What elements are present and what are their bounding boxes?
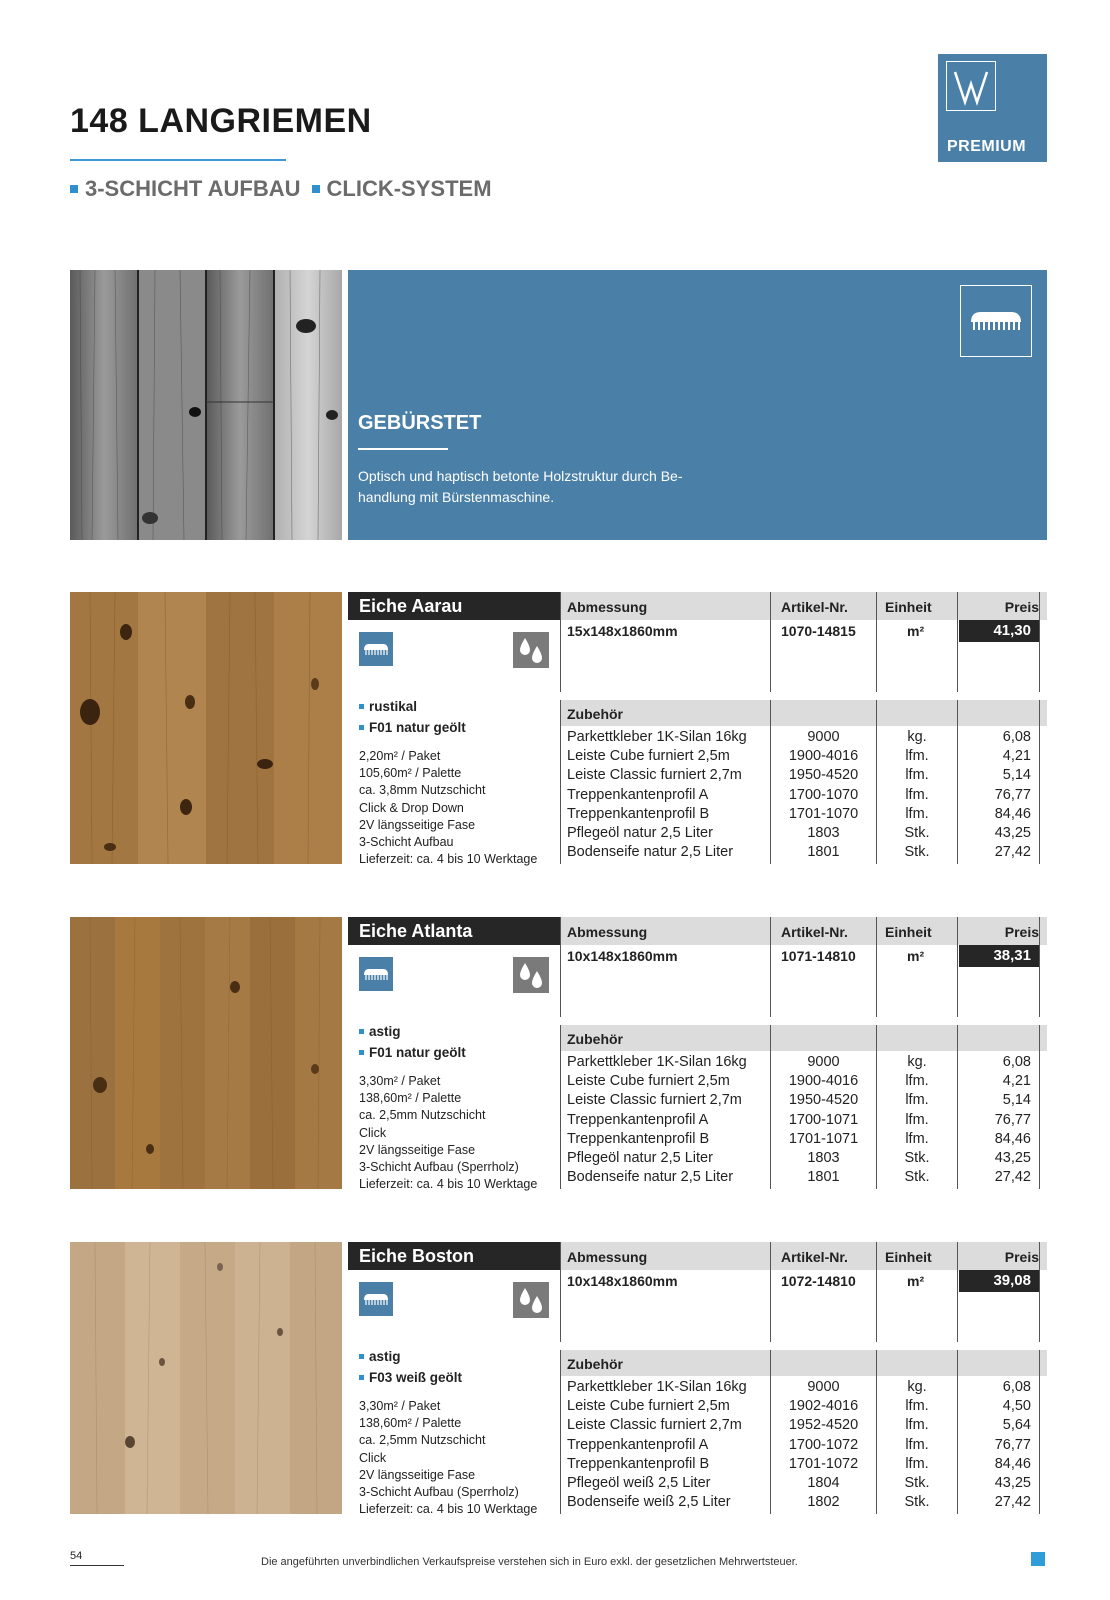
spec-line: 2,20m² / Paket [359, 749, 441, 763]
w-logo-icon [946, 61, 996, 111]
spec-line: 2V längsseitige Fase [359, 1467, 476, 1482]
accessory-unit: lfm. [905, 748, 929, 765]
accessory-name: Leiste Classic furniert 2,7m [567, 1092, 742, 1109]
price-value: 41,30 [959, 620, 1039, 642]
brush-icon [359, 1282, 393, 1316]
table-divider [1039, 592, 1040, 692]
accessory-unit: Stk. [904, 844, 930, 861]
accessory-price: 5,64 [1002, 1417, 1031, 1434]
accessory-name: Parkettkleber 1K-Silan 16kg [567, 729, 747, 745]
spec-line: 2V längsseitige Fase [359, 817, 476, 832]
table-header-row [560, 917, 1047, 945]
table-divider [957, 917, 958, 1017]
accessory-unit: lfm. [905, 1398, 929, 1415]
wood-texture-graphic [70, 270, 342, 540]
accessory-name: Leiste Classic furniert 2,7m [567, 767, 742, 784]
col-price: Preis [1004, 1249, 1039, 1265]
table-divider [876, 592, 877, 692]
product-attributes [359, 1021, 466, 1063]
bullet-square-icon [312, 185, 320, 193]
accessory-article: 1804 [807, 1475, 840, 1492]
product-specs [359, 1073, 537, 1193]
table-divider [1039, 1025, 1040, 1189]
table-divider [1039, 917, 1040, 1017]
accessory-name: Pflegeöl weiß 2,5 Liter [567, 1475, 711, 1492]
col-article: Artikel-Nr. [781, 599, 848, 615]
table-divider [560, 917, 561, 1017]
oak-texture-graphic [70, 917, 342, 1189]
grade-label: astig [369, 1349, 401, 1364]
accessory-price: 76,77 [994, 1111, 1031, 1128]
price-value: 39,08 [959, 1270, 1039, 1292]
accessory-name: Bodenseife natur 2,5 Liter [567, 1169, 734, 1186]
accessories-header-row [560, 1350, 1047, 1376]
dimension-value: 10x148x1860mm [567, 948, 678, 964]
title-underline [70, 159, 286, 161]
bullet-square-icon [359, 1354, 364, 1359]
finish-label: F01 natur geölt [369, 720, 466, 735]
spec-line: Lieferzeit: ca. 4 bis 10 Werktage [359, 852, 538, 867]
accessory-price: 84,46 [994, 805, 1031, 822]
col-article: Artikel-Nr. [781, 1249, 848, 1265]
table-divider [957, 1242, 958, 1342]
brushed-wood-texture-image [70, 270, 342, 540]
accessory-article: 1950-4520 [788, 767, 859, 784]
accessory-price: 43,25 [994, 1475, 1031, 1492]
accessory-names [567, 728, 747, 862]
accessory-name: Bodenseife natur 2,5 Liter [567, 844, 734, 861]
finish-attribute [359, 1367, 462, 1388]
col-accessories: Zubehör [567, 1031, 623, 1047]
product-specs [359, 748, 537, 868]
grade-attribute [359, 1346, 462, 1367]
col-unit: Einheit [885, 924, 932, 940]
brush-icon [359, 632, 393, 666]
accessory-unit: lfm. [905, 1111, 929, 1128]
accessory-name: Pflegeöl natur 2,5 Liter [567, 1150, 713, 1167]
accessory-price: 76,77 [994, 786, 1031, 803]
accessory-unit: Stk. [904, 1475, 930, 1492]
product-eiche-boston [70, 1242, 1047, 1517]
accessory-unit: Stk. [904, 1494, 930, 1511]
col-accessories: Zubehör [567, 1356, 623, 1372]
accessory-price: 6,08 [1002, 1054, 1031, 1070]
accessory-price: 84,46 [994, 1130, 1031, 1147]
accessory-unit: lfm. [905, 805, 929, 822]
grade-attribute [359, 696, 466, 717]
accessory-article: 1802 [807, 1494, 840, 1511]
price-table [560, 592, 1047, 864]
oil-drops-icon [513, 1282, 549, 1318]
accessory-price: 4,21 [1002, 1073, 1031, 1090]
article-value: 1071-14810 [781, 948, 856, 964]
accessory-unit: kg. [907, 729, 927, 745]
accessory-article: 1700-1071 [788, 1111, 859, 1128]
accessory-price: 27,42 [994, 1169, 1031, 1186]
accessory-unit: lfm. [905, 1092, 929, 1109]
accessory-articles [771, 728, 876, 862]
col-dimension: Abmessung [567, 599, 648, 615]
premium-logo [938, 54, 1047, 162]
dimension-value: 10x148x1860mm [567, 1273, 678, 1289]
accessory-name: Leiste Cube furniert 2,5m [567, 1073, 730, 1090]
spec-line: 138,60m² / Palette [359, 1091, 462, 1106]
bullet-square-icon [359, 725, 364, 730]
accessory-names [567, 1378, 747, 1512]
table-divider [1039, 700, 1040, 864]
accessory-unit: kg. [907, 1379, 927, 1395]
unit-value: m² [907, 1273, 925, 1289]
accessory-name: Treppenkantenprofil B [567, 1455, 710, 1472]
table-divider [560, 700, 561, 864]
table-divider [560, 1350, 561, 1514]
accessory-units [877, 1378, 957, 1512]
spec-line: 3,30m² / Paket [359, 1074, 441, 1088]
accessory-name: Treppenkantenprofil A [567, 1436, 709, 1453]
accessory-price: 6,08 [1002, 1379, 1031, 1395]
oil-drops-icon [513, 632, 549, 668]
brushed-description: Optisch und haptisch betonte Holzstruktur durch Be-handlung mit Bürstenmaschine. [358, 468, 683, 505]
unit-value: m² [907, 623, 925, 639]
product-name: Eiche Aarau [348, 592, 560, 620]
accessory-price: 27,42 [994, 1494, 1031, 1511]
accessory-price: 27,42 [994, 844, 1031, 861]
table-divider [1039, 1350, 1040, 1514]
table-divider [1039, 1242, 1040, 1342]
accessory-article: 9000 [807, 1054, 840, 1070]
col-dimension: Abmessung [567, 1249, 648, 1265]
price-disclaimer: Die angeführten unverbindlichen Verkaufspreise verstehen sich in Euro exkl. der gesetzlichen Mehrwertsteuer. [261, 1556, 798, 1568]
product-attributes [359, 696, 466, 738]
accessory-names [567, 1053, 747, 1187]
product-wood-image [70, 592, 342, 864]
spec-line: Lieferzeit: ca. 4 bis 10 Werktage [359, 1177, 538, 1192]
table-divider [770, 917, 771, 1017]
accessory-name: Leiste Classic furniert 2,7m [567, 1417, 742, 1434]
brush-icon-glyph [359, 632, 393, 666]
accessory-unit: lfm. [905, 786, 929, 803]
dimension-value: 15x148x1860mm [567, 623, 678, 639]
premium-label: PREMIUM [947, 138, 1027, 155]
table-header-row [560, 1242, 1047, 1270]
spec-line: 3-Schicht Aufbau [359, 835, 454, 850]
oak-texture-graphic [70, 592, 342, 864]
accessory-prices [958, 728, 1031, 862]
accessory-articles [771, 1053, 876, 1187]
accessory-article: 1700-1070 [788, 786, 859, 803]
spec-line: Click [359, 1125, 387, 1140]
brush-icon-glyph [961, 286, 1031, 356]
accessory-article: 1900-4016 [788, 748, 859, 765]
accessory-unit: lfm. [905, 1436, 929, 1453]
spec-line: 2V längsseitige Fase [359, 1142, 476, 1157]
bullet-square-icon [359, 1050, 364, 1055]
w-logo-icon-glyph [947, 62, 995, 110]
product-eiche-aarau [70, 592, 1047, 867]
accessory-price: 6,08 [1002, 729, 1031, 745]
spec-line: 105,60m² / Palette [359, 766, 462, 781]
accessory-article: 1700-1072 [788, 1436, 859, 1453]
accessory-article: 1701-1072 [788, 1455, 859, 1472]
article-value: 1070-14815 [781, 623, 856, 639]
accessory-unit: Stk. [904, 1150, 930, 1167]
spec-line: 138,60m² / Palette [359, 1416, 462, 1431]
accessory-article: 1950-4520 [788, 1092, 859, 1109]
oak-texture-graphic [70, 1242, 342, 1514]
table-divider [957, 592, 958, 692]
brush-icon-glyph [359, 957, 393, 991]
oil-drops-icon-glyph [513, 632, 549, 668]
spec-line: Click & Drop Down [359, 800, 464, 815]
accessory-name: Treppenkantenprofil B [567, 805, 710, 822]
price-table [560, 1242, 1047, 1514]
table-divider [876, 1242, 877, 1342]
accessory-price: 5,14 [1002, 767, 1031, 784]
accessory-article: 9000 [807, 1379, 840, 1395]
accessory-name: Leiste Cube furniert 2,5m [567, 748, 730, 765]
accessory-article: 1900-4016 [788, 1073, 859, 1090]
grade-attribute [359, 1021, 466, 1042]
spec-line: 3-Schicht Aufbau (Sperrholz) [359, 1485, 519, 1500]
product-wood-image [70, 917, 342, 1189]
spec-line: ca. 3,8mm Nutzschicht [359, 783, 486, 798]
product-name: Eiche Atlanta [348, 917, 560, 945]
accessory-price: 84,46 [994, 1455, 1031, 1472]
accessory-articles [771, 1378, 876, 1512]
accessory-article: 1701-1071 [788, 1130, 859, 1147]
accessory-article: 1902-4016 [788, 1398, 859, 1415]
product-name: Eiche Boston [348, 1242, 560, 1270]
grade-label: astig [369, 1024, 401, 1039]
accessory-unit: Stk. [904, 825, 930, 842]
unit-value: m² [907, 948, 925, 964]
table-divider [770, 1242, 771, 1342]
spec-line: ca. 2,5mm Nutzschicht [359, 1433, 486, 1448]
accessory-article: 1801 [807, 844, 840, 861]
accessory-price: 5,14 [1002, 1092, 1031, 1109]
product-wood-image [70, 1242, 342, 1514]
accessory-article: 1801 [807, 1169, 840, 1186]
article-value: 1072-14810 [781, 1273, 856, 1289]
oil-drops-icon-glyph [513, 957, 549, 993]
accessory-name: Treppenkantenprofil A [567, 786, 709, 803]
bullet-square-icon [359, 704, 364, 709]
brushed-heading-rule [358, 448, 448, 450]
accessory-price: 4,21 [1002, 748, 1031, 765]
col-dimension: Abmessung [567, 924, 648, 940]
col-price: Preis [1004, 599, 1039, 615]
accessory-unit: lfm. [905, 1130, 929, 1147]
table-divider [560, 592, 561, 692]
bullet-square-icon [70, 185, 78, 193]
subtitle-system: CLICK-SYSTEM [326, 176, 492, 201]
accessory-article: 9000 [807, 729, 840, 745]
product-attributes [359, 1346, 462, 1388]
bullet-square-icon [359, 1029, 364, 1034]
brush-icon [960, 285, 1032, 357]
col-unit: Einheit [885, 599, 932, 615]
grade-label: rustikal [369, 699, 418, 714]
accessory-prices [958, 1053, 1031, 1187]
spec-line: Click [359, 1450, 387, 1465]
col-article: Artikel-Nr. [781, 924, 848, 940]
price-table [560, 917, 1047, 1189]
subtitle-construction: 3-SCHICHT AUFBAU [85, 176, 301, 201]
oil-drops-icon [513, 957, 549, 993]
col-price: Preis [1004, 924, 1039, 940]
spec-line: ca. 2,5mm Nutzschicht [359, 1108, 486, 1123]
brushed-heading: GEBÜRSTET [358, 412, 482, 434]
accessory-unit: kg. [907, 1054, 927, 1070]
brush-icon-glyph [359, 1282, 393, 1316]
accessory-units [877, 728, 957, 862]
page-number-rule [70, 1565, 124, 1566]
col-accessories: Zubehör [567, 706, 623, 722]
spec-line: Lieferzeit: ca. 4 bis 10 Werktage [359, 1502, 538, 1517]
table-divider [770, 592, 771, 692]
accessory-name: Treppenkantenprofil A [567, 1111, 709, 1128]
brush-icon [359, 957, 393, 991]
accessory-name: Pflegeöl natur 2,5 Liter [567, 825, 713, 842]
finish-label: F01 natur geölt [369, 1045, 466, 1060]
accessory-name: Leiste Cube furniert 2,5m [567, 1398, 730, 1415]
bullet-square-icon [359, 1375, 364, 1380]
page-number: 54 [70, 1550, 83, 1562]
oil-drops-icon-glyph [513, 1282, 549, 1318]
spec-line: 3-Schicht Aufbau (Sperrholz) [359, 1160, 519, 1175]
table-header-row [560, 592, 1047, 620]
accessory-prices [958, 1378, 1031, 1512]
accessory-unit: lfm. [905, 1417, 929, 1434]
accessories-header-row [560, 700, 1047, 726]
accessory-unit: lfm. [905, 1455, 929, 1472]
accessory-unit: Stk. [904, 1169, 930, 1186]
accessory-name: Parkettkleber 1K-Silan 16kg [567, 1379, 747, 1395]
col-unit: Einheit [885, 1249, 932, 1265]
accessory-article: 1952-4520 [788, 1417, 859, 1434]
accessory-name: Bodenseife weiß 2,5 Liter [567, 1494, 731, 1511]
accessory-article: 1701-1070 [788, 805, 859, 822]
footer-square-icon [1031, 1552, 1045, 1566]
accessory-article: 1803 [807, 1150, 840, 1167]
table-divider [876, 917, 877, 1017]
accessory-unit: lfm. [905, 767, 929, 784]
accessory-price: 4,50 [1002, 1398, 1031, 1415]
accessory-name: Parkettkleber 1K-Silan 16kg [567, 1054, 747, 1070]
accessory-unit: lfm. [905, 1073, 929, 1090]
table-divider [560, 1025, 561, 1189]
finish-label: F03 weiß geölt [369, 1370, 463, 1385]
finish-attribute [359, 717, 466, 738]
product-specs [359, 1398, 537, 1518]
accessory-price: 43,25 [994, 1150, 1031, 1167]
spec-line: 3,30m² / Paket [359, 1399, 441, 1413]
accessory-price: 76,77 [994, 1436, 1031, 1453]
accessory-name: Treppenkantenprofil B [567, 1130, 710, 1147]
table-divider [560, 1242, 561, 1342]
finish-attribute [359, 1042, 466, 1063]
brushed-info-panel [348, 270, 1047, 540]
page-title: 148 LANGRIEMEN [70, 102, 372, 140]
accessory-units [877, 1053, 957, 1187]
accessories-header-row [560, 1025, 1047, 1051]
subtitle [70, 176, 492, 202]
accessory-article: 1803 [807, 825, 840, 842]
accessory-price: 43,25 [994, 825, 1031, 842]
price-value: 38,31 [959, 945, 1039, 967]
product-eiche-atlanta [70, 917, 1047, 1192]
